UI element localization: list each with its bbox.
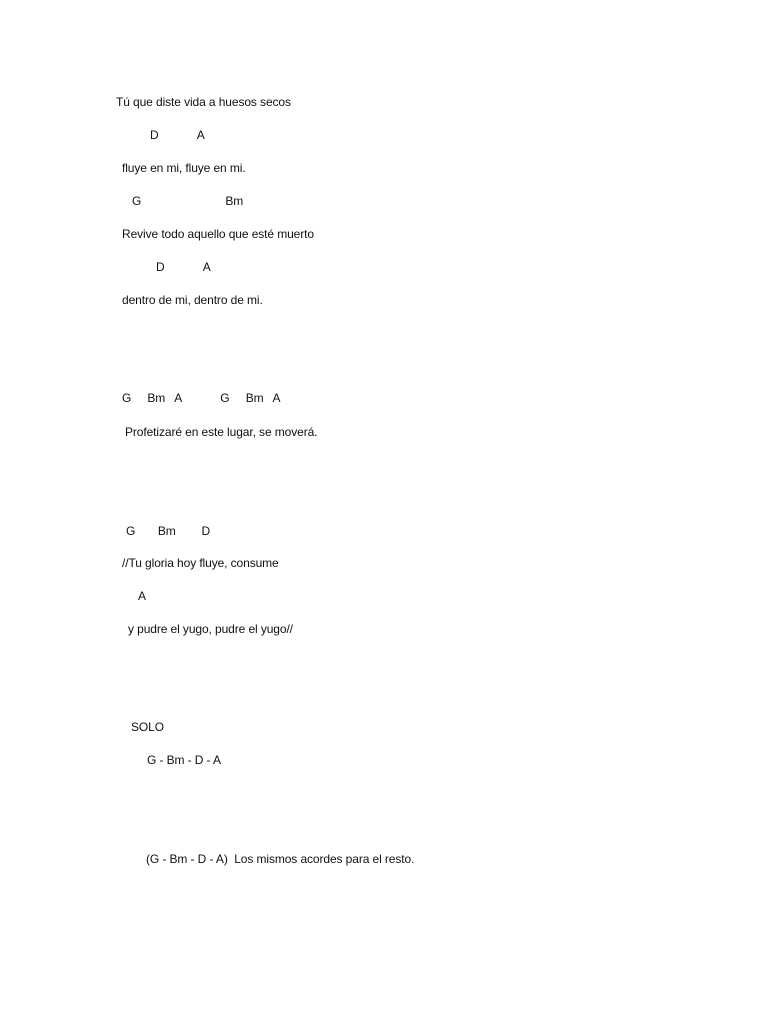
chord-line: G Bm A G Bm A [122, 391, 281, 405]
chord-line: G Bm D [126, 524, 211, 538]
chord-line: D A [156, 260, 211, 274]
chord-line: A [138, 589, 146, 603]
note-line: (G - Bm - D - A) Los mismos acordes para el resto. [146, 852, 415, 866]
lyric-line: //Tu gloria hoy fluye, consume [122, 556, 279, 570]
lyric-line: dentro de mi, dentro de mi. [122, 293, 263, 307]
chord-line: D A [150, 128, 205, 142]
lyric-line: y pudre el yugo, pudre el yugo// [128, 622, 293, 636]
lyric-line: Tú que diste vida a huesos secos [116, 95, 291, 109]
chord-line: G - Bm - D - A [147, 753, 221, 767]
lyric-line: fluye en mi, fluye en mi. [122, 161, 246, 175]
lyric-line: Revive todo aquello que esté muerto [122, 227, 314, 241]
lyric-line: Profetizaré en este lugar, se moverá. [125, 425, 318, 439]
chord-line: G Bm [132, 194, 244, 208]
section-heading: SOLO [131, 720, 164, 734]
